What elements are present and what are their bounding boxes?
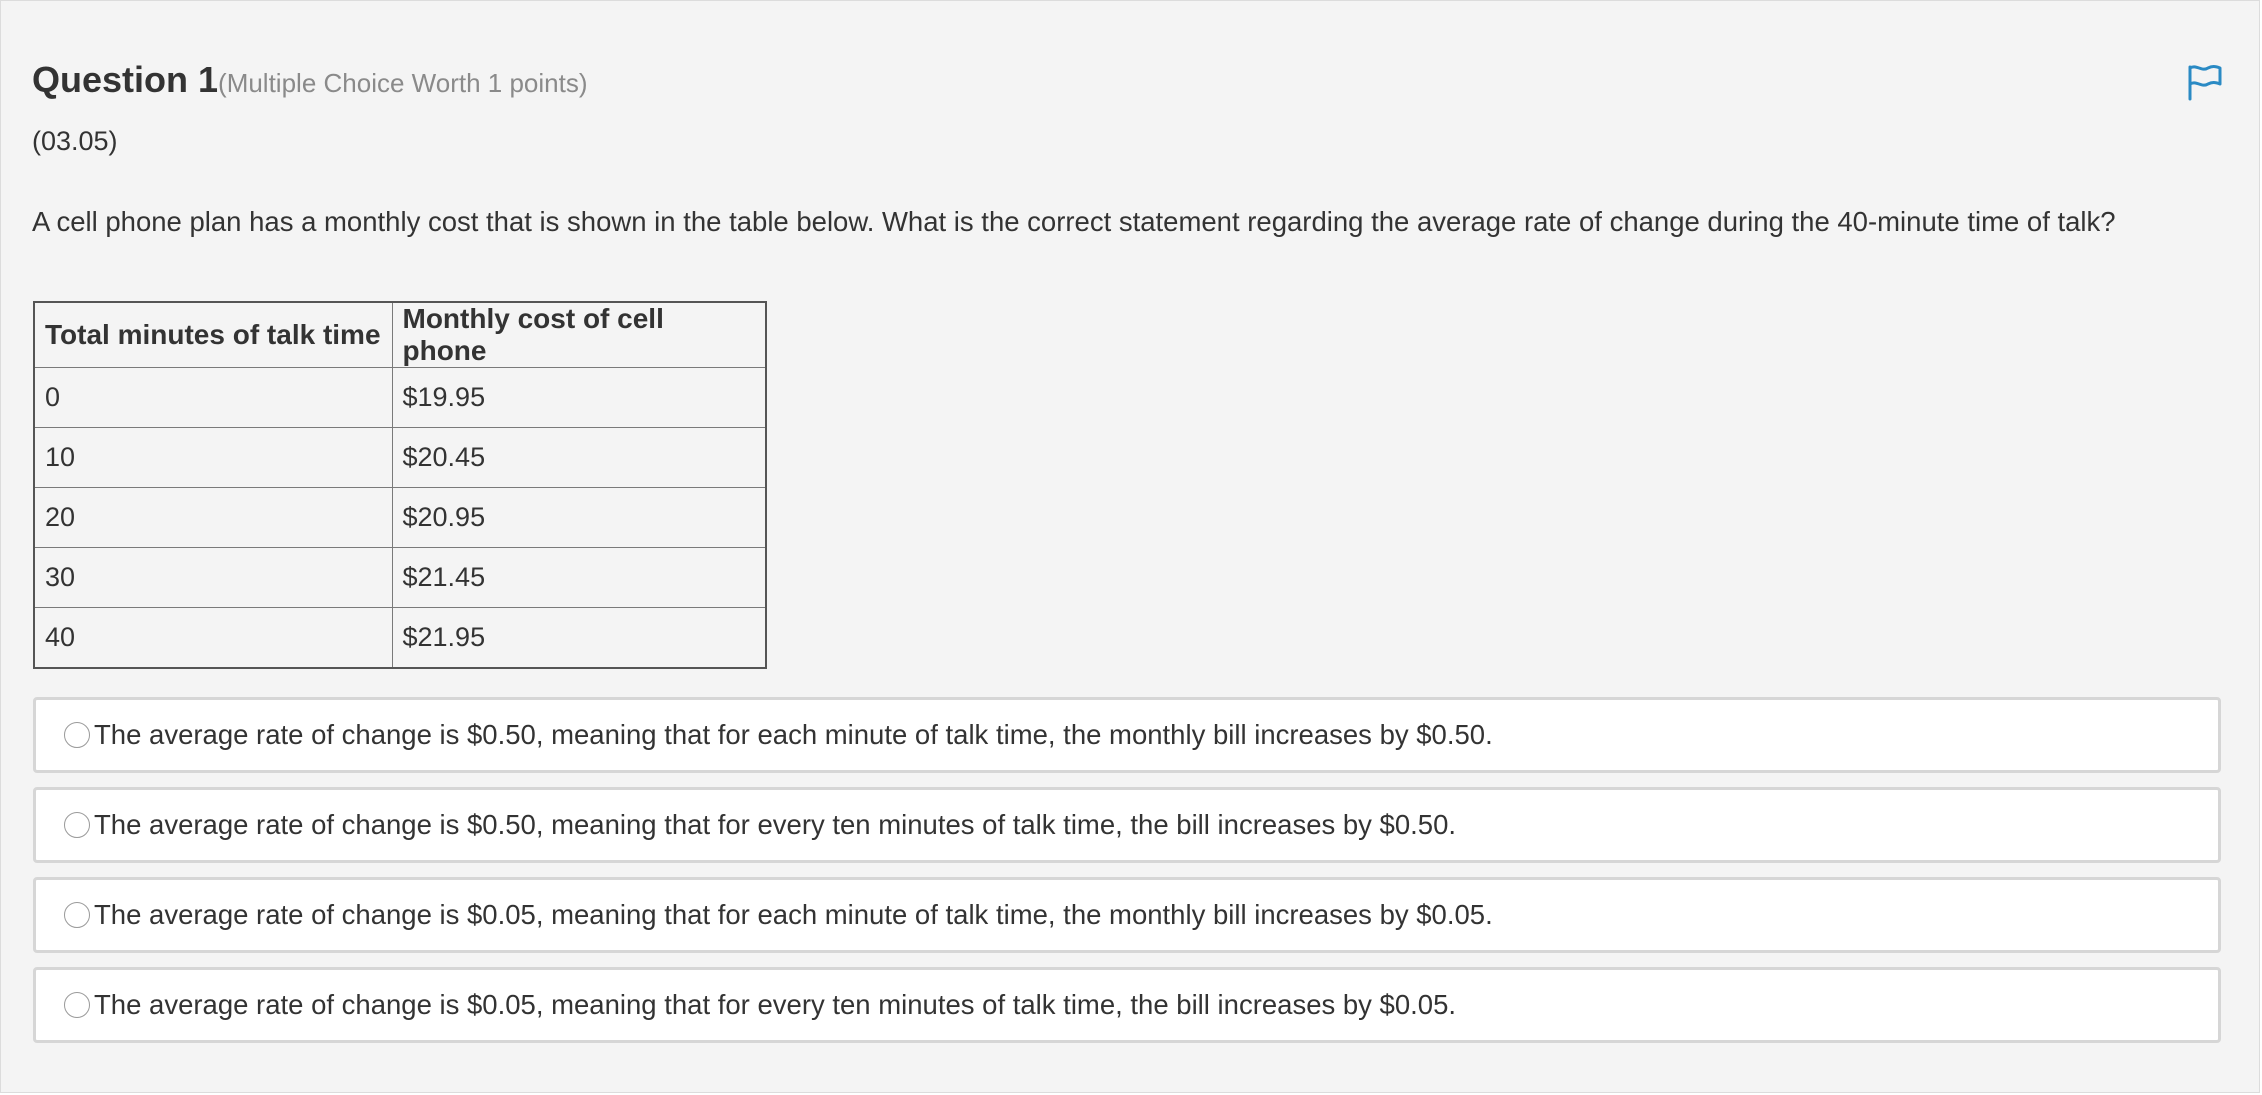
question-meta: (Multiple Choice Worth 1 points) xyxy=(218,68,588,98)
table-row xyxy=(34,368,766,428)
data-table xyxy=(33,301,767,669)
answer-choice-label: The average rate of change is $0.50, meaning that for each minute of talk time, the monthly bill increases by $0.50. xyxy=(94,719,1493,750)
minutes-cell: 30 xyxy=(34,548,392,608)
cost-cell: $21.95 xyxy=(392,608,766,668)
radio-button[interactable] xyxy=(64,902,90,928)
table-row xyxy=(34,608,766,668)
cost-cell: $20.45 xyxy=(392,428,766,488)
flag-button[interactable] xyxy=(2184,63,2224,103)
radio-button[interactable] xyxy=(64,722,90,748)
table-header-row xyxy=(34,302,766,368)
cost-cell: $19.95 xyxy=(392,368,766,428)
table-row xyxy=(34,428,766,488)
table-row xyxy=(34,548,766,608)
minutes-cell: 40 xyxy=(34,608,392,668)
cost-cell: $20.95 xyxy=(392,488,766,548)
answer-choice-4[interactable] xyxy=(33,967,2221,1043)
answer-choice-label: The average rate of change is $0.05, meaning that for every ten minutes of talk time, the bill increases by $0.05. xyxy=(94,989,1457,1020)
question-title: Question 1 xyxy=(32,59,219,100)
flag-icon xyxy=(2184,63,2224,103)
minutes-cell: 20 xyxy=(34,488,392,548)
minutes-cell: 10 xyxy=(34,428,392,488)
answer-choice-3[interactable] xyxy=(33,877,2221,953)
table-row xyxy=(34,488,766,548)
column-header-cost: Monthly cost of cell phone xyxy=(392,302,766,368)
cost-cell: $21.45 xyxy=(392,548,766,608)
answer-choice-1[interactable] xyxy=(33,697,2221,773)
minutes-cell: 0 xyxy=(34,368,392,428)
answer-choice-label: The average rate of change is $0.50, meaning that for every ten minutes of talk time, the bill increases by $0.50. xyxy=(94,809,1457,840)
column-header-minutes: Total minutes of talk time xyxy=(34,302,392,368)
answer-choice-2[interactable] xyxy=(33,787,2221,863)
answer-choice-label: The average rate of change is $0.05, meaning that for each minute of talk time, the monthly bill increases by $0.05. xyxy=(94,899,1493,930)
question-code: (03.05) xyxy=(32,126,118,156)
question-prompt: A cell phone plan has a monthly cost that is shown in the table below. What is the correct statement regarding the average rate of change during the 40-minute time of talk? xyxy=(32,206,2116,237)
radio-button[interactable] xyxy=(64,992,90,1018)
question-header xyxy=(32,59,587,101)
radio-button[interactable] xyxy=(64,812,90,838)
